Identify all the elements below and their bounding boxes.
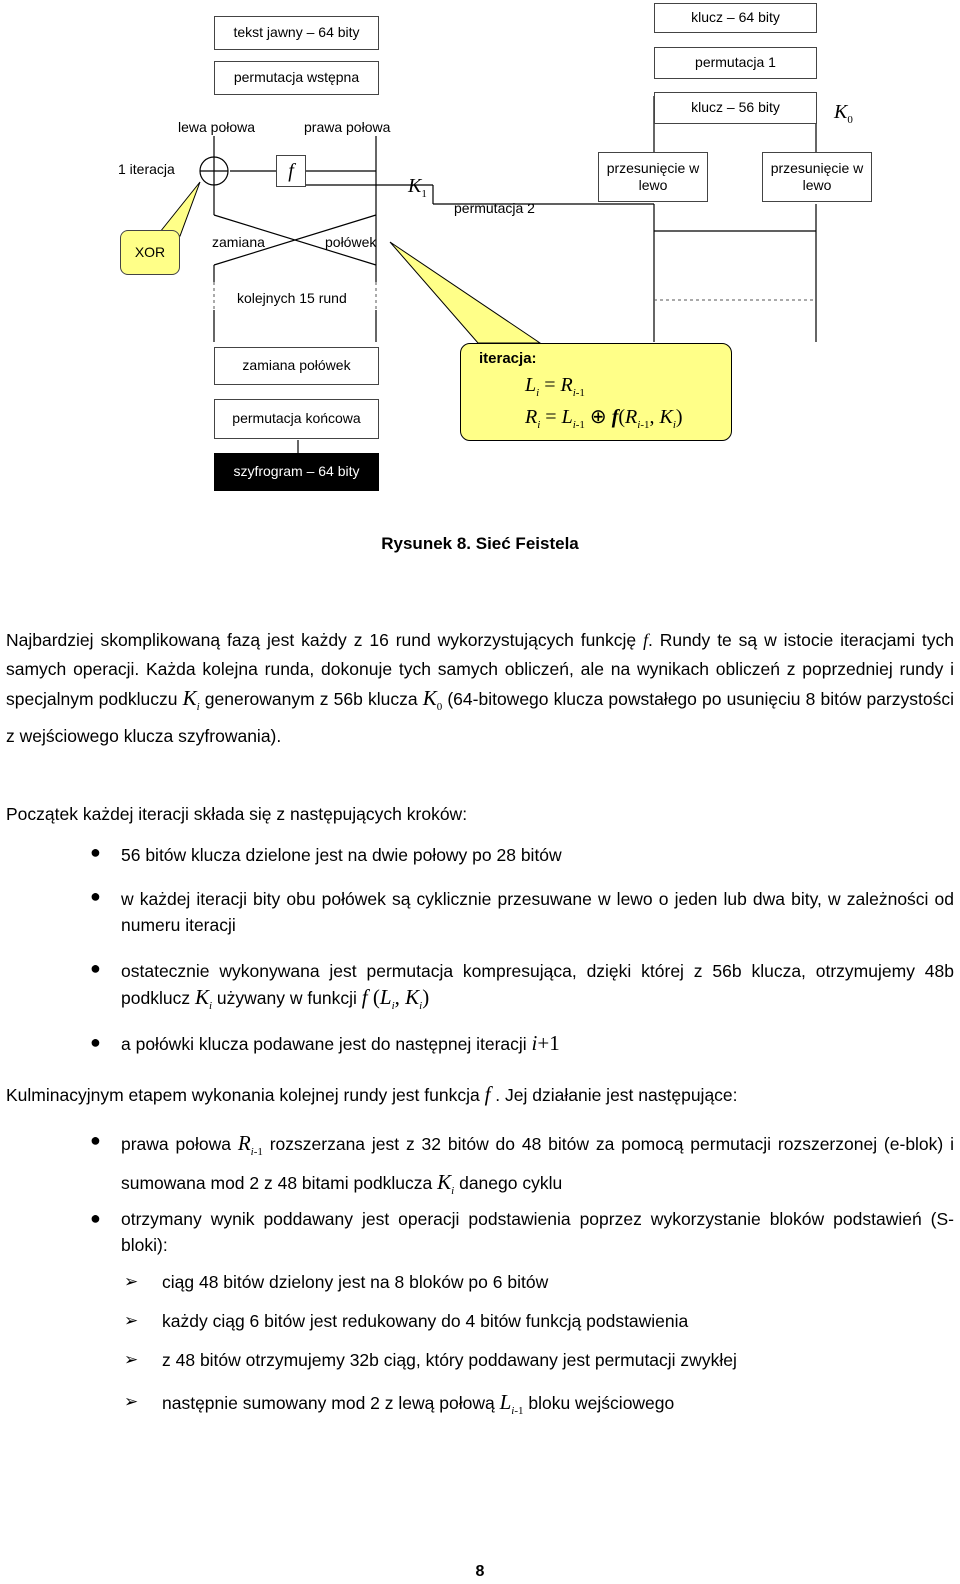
arrow-item-2: każdy ciąg 6 bitów jest redukowany do 4 bitów funkcją podstawienia: [162, 1311, 689, 1331]
bullet-item-3: ostatecznie wykonywana jest permutacja kompresująca, dzięki której z 56b klucza, otrzymujemy 48b podklucz $K_i$ używany w funkcji f ($L_i$, $K_i$): [121, 961, 954, 1013]
xor-label: XOR: [134, 243, 166, 260]
right-half-label: prawa połowa: [304, 119, 391, 135]
paragraph-2: Początek każdej iteracji składa się z następujących kroków:: [6, 804, 468, 824]
formula-li: $L_i = R_{i-1}$: [525, 374, 585, 399]
paragraph-1: Najbardziej skomplikowaną fazą jest każdy z 16 rund wykorzystujących funkcję f. Rundy te są w istocie iteracjami tych samych operacji. Każda kolejna runda, dokonuje tych samych obliczeń, ale na wynikach obliczeń z poprzedniej rundy i specjalnym podkluczu $K_i$ generowanym z 56b klucza $K_0$ (64-bitowego klucza powstałego po usunięciu 8 bitów parzystości z wejściowego klucza szyfrowania).: [6, 630, 954, 747]
arrow-item-3: z 48 bitów otrzymujemy 32b ciąg, który poddawany jest permutacji zwykłej: [162, 1350, 737, 1370]
bullet-item-6: otrzymany wynik poddawany jest operacji podstawienia poprzez wykorzystanie bloków podstawień (S-bloki):: [121, 1209, 954, 1255]
next-rounds-label: kolejnych 15 rund: [237, 290, 347, 306]
arrow-bullet-icon: ➢: [124, 1350, 139, 1369]
figure-caption: Rysunek 8. Sieć Feistela: [381, 534, 579, 553]
key56-label: klucz – 56 bity: [691, 99, 780, 116]
bullet-item-4: a połówki klucza podawane jest do następnej iteracji i+1: [121, 1031, 560, 1055]
arrow-bullet-icon: ➢: [124, 1392, 139, 1411]
swap-label: zamiana: [212, 234, 265, 250]
plaintext-box: [214, 16, 379, 50]
bullet-icon: ●: [90, 842, 101, 862]
perm1-label: permutacja 1: [695, 54, 776, 71]
bullet-icon: ●: [90, 886, 101, 906]
key64-box: [654, 3, 817, 33]
key56-box: [654, 92, 817, 124]
bullet-icon: ●: [90, 1208, 101, 1228]
perm2-label: permutacja 2: [454, 200, 535, 216]
swap-halves-box: [214, 347, 379, 385]
shift-left-label: przesunięcie w lewo: [770, 159, 864, 193]
shift-left-box-2: [762, 152, 872, 202]
shift-left-label: przesunięcie w lewo: [606, 159, 700, 193]
ciphertext-label: szyfrogram – 64 bity: [233, 463, 360, 480]
swap-halves-label: zamiana połówek: [242, 357, 351, 374]
arrow-item-4: następnie sumowany mod 2 z lewą połową $L_{i-1}$ bloku wejściowego: [162, 1390, 675, 1418]
key64-label: klucz – 64 bity: [691, 9, 780, 26]
perm1-box: [654, 47, 817, 79]
ciphertext-box: [214, 453, 379, 491]
feistel-diagram: [0, 0, 960, 500]
k1-label: $K_1$: [408, 175, 427, 200]
arrow-bullet-icon: ➢: [124, 1272, 139, 1291]
shift-left-box-1: [598, 152, 708, 202]
bullet-icon: ●: [90, 958, 101, 978]
initial-permutation-label: permutacja wstępna: [233, 69, 360, 86]
k0-label: $K_0$: [834, 101, 853, 126]
arrow-item-1: ciąg 48 bitów dzielony jest na 8 bloków po 6 bitów: [162, 1272, 549, 1292]
iteration1-label: 1 iteracja: [118, 161, 175, 177]
page-number: 8: [475, 1563, 485, 1580]
bullet-icon: ●: [90, 1130, 101, 1150]
plaintext-label: tekst jawny – 64 bity: [233, 24, 360, 41]
bullet-item-2: w każdej iteracji bity obu połówek są cyklicznie przesuwane w lewo o jeden lub dwa bity, w zależności od numeru iteracji: [121, 889, 954, 935]
left-half-label: lewa połowa: [178, 119, 256, 135]
xor-callout: [120, 230, 180, 275]
halves-label: połówek: [325, 234, 377, 250]
iteration-title: iteracja:: [479, 350, 537, 367]
iteration-callout: [460, 343, 732, 441]
bullet-icon: ●: [90, 1032, 101, 1052]
initial-permutation-box: [214, 61, 379, 95]
bullet-item-1: 56 bitów klucza dzielone jest na dwie połowy po 28 bitów: [121, 845, 562, 865]
arrow-bullet-icon: ➢: [124, 1311, 139, 1330]
final-permutation-box: [214, 399, 379, 439]
formula-ri: $R_i = L_{i-1}$ ⊕ $f(R_{i-1}$, $K_i$): [525, 406, 683, 431]
paragraph-3: Kulminacyjnym etapem wykonania kolejnej rundy jest funkcja f . Jej działanie jest następujące:: [6, 1082, 738, 1106]
final-permutation-label: permutacja końcowa: [232, 410, 361, 427]
f-box: f: [276, 155, 306, 187]
bullet-item-5: prawa połowa $R_{i-1}$ rozszerzana jest z 32 bitów do 48 bitów za pomocą permutacji rozszerzonej (e-blok) i sumowana mod 2 z 48 bitami podklucza $K_i$ danego cyklu: [121, 1131, 954, 1198]
